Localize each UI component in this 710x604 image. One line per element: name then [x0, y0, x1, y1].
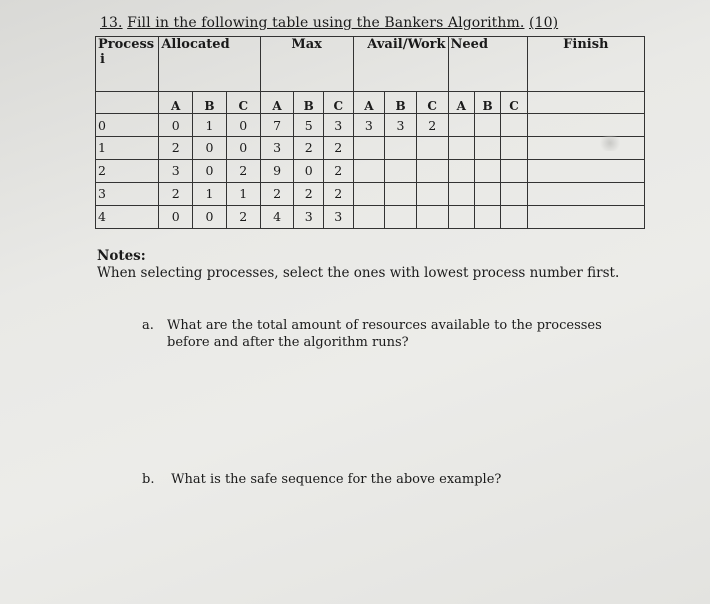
need-b[interactable] [474, 205, 500, 228]
max-b: 0 [294, 159, 324, 182]
allocated-c: 0 [226, 137, 260, 160]
question-b [142, 472, 501, 487]
need-c[interactable] [501, 137, 527, 160]
need-b[interactable] [474, 159, 500, 182]
subheader-cell: A [260, 92, 294, 114]
resource-subheader-row [96, 92, 645, 114]
avail-c[interactable] [416, 137, 448, 160]
need-b[interactable] [474, 114, 500, 137]
avail-a[interactable] [353, 205, 385, 228]
avail-b: 3 [385, 114, 417, 137]
avail-a[interactable] [353, 182, 385, 205]
table-header-row [96, 37, 645, 92]
avail-b[interactable] [385, 205, 417, 228]
need-a[interactable] [448, 205, 474, 228]
avail-a[interactable] [353, 159, 385, 182]
need-c[interactable] [501, 159, 527, 182]
finish-cell[interactable] [527, 137, 644, 160]
avail-a: 3 [353, 114, 385, 137]
question-b-text: What is the safe sequence for the above example? [171, 472, 502, 487]
subheader-cell: B [193, 92, 227, 114]
subheader-cell: C [501, 92, 527, 114]
finish-cell[interactable] [527, 159, 644, 182]
subheader-cell: B [385, 92, 417, 114]
question-title [100, 15, 558, 31]
bankers-table [95, 36, 645, 229]
max-c: 3 [323, 205, 353, 228]
notes-text: When selecting processes, select the ones with lowest process number first. [97, 265, 620, 281]
allocated-c: 2 [226, 205, 260, 228]
notes-heading: Notes: [97, 248, 146, 264]
need-a[interactable] [448, 159, 474, 182]
avail-b[interactable] [385, 182, 417, 205]
allocated-a: 2 [159, 137, 193, 160]
max-a: 3 [260, 137, 294, 160]
allocated-a: 3 [159, 159, 193, 182]
header-process: Process i [96, 37, 159, 92]
paper-smudge [598, 135, 622, 151]
table-row-process-1 [96, 137, 645, 160]
max-c: 3 [323, 114, 353, 137]
need-b[interactable] [474, 182, 500, 205]
subheader-cell: A [448, 92, 474, 114]
allocated-a: 2 [159, 182, 193, 205]
process-id: 1 [96, 137, 159, 160]
subheader-blank [96, 92, 159, 114]
table-row-process-2 [96, 159, 645, 182]
table-row-process-0 [96, 114, 645, 137]
max-b: 3 [294, 205, 324, 228]
header-need: Need [448, 37, 527, 92]
max-a: 7 [260, 114, 294, 137]
header-finish: Finish [527, 37, 644, 92]
header-avail-work: Avail/Work [353, 37, 448, 92]
max-b: 5 [294, 114, 324, 137]
allocated-b: 0 [193, 205, 227, 228]
question-a-label: a. [142, 318, 154, 333]
subheader-cell: A [353, 92, 385, 114]
allocated-c: 0 [226, 114, 260, 137]
allocated-b: 1 [193, 182, 227, 205]
subheader-cell: C [323, 92, 353, 114]
allocated-b: 0 [193, 159, 227, 182]
need-a[interactable] [448, 114, 474, 137]
max-a: 9 [260, 159, 294, 182]
allocated-b: 0 [193, 137, 227, 160]
avail-c: 2 [416, 114, 448, 137]
subheader-cell: C [226, 92, 260, 114]
process-id: 3 [96, 182, 159, 205]
header-max: Max [260, 37, 353, 92]
question-b-label: b. [142, 472, 155, 487]
avail-b[interactable] [385, 137, 417, 160]
allocated-a: 0 [159, 205, 193, 228]
finish-cell[interactable] [527, 114, 644, 137]
need-a[interactable] [448, 182, 474, 205]
allocated-c: 2 [226, 159, 260, 182]
question-number: 13. [100, 15, 123, 31]
max-b: 2 [294, 182, 324, 205]
need-c[interactable] [501, 205, 527, 228]
question-text: Fill in the following table using the Bankers Algorithm. [127, 15, 525, 31]
process-id: 2 [96, 159, 159, 182]
subheader-cell: C [416, 92, 448, 114]
need-c[interactable] [501, 182, 527, 205]
allocated-b: 1 [193, 114, 227, 137]
subheader-cell: B [474, 92, 500, 114]
allocated-c: 1 [226, 182, 260, 205]
max-c: 2 [323, 137, 353, 160]
finish-cell[interactable] [527, 205, 644, 228]
max-a: 4 [260, 205, 294, 228]
avail-b[interactable] [385, 159, 417, 182]
avail-a[interactable] [353, 137, 385, 160]
need-c[interactable] [501, 114, 527, 137]
avail-c[interactable] [416, 182, 448, 205]
process-id: 4 [96, 205, 159, 228]
need-b[interactable] [474, 137, 500, 160]
max-a: 2 [260, 182, 294, 205]
max-c: 2 [323, 182, 353, 205]
avail-c[interactable] [416, 159, 448, 182]
max-b: 2 [294, 137, 324, 160]
table-row-process-4 [96, 205, 645, 228]
header-allocated: Allocated [159, 37, 260, 92]
finish-cell[interactable] [527, 182, 644, 205]
question-points: (10) [529, 15, 559, 31]
need-a[interactable] [448, 137, 474, 160]
table-row-process-3 [96, 182, 645, 205]
question-a-text: What are the total amount of resources available to the processes before and after the algorithm runs? [167, 318, 602, 350]
allocated-a: 0 [159, 114, 193, 137]
subheader-finish-blank [527, 92, 644, 114]
subheader-cell: B [294, 92, 324, 114]
subheader-cell: A [159, 92, 193, 114]
max-c: 2 [323, 159, 353, 182]
process-id: 0 [96, 114, 159, 137]
avail-c[interactable] [416, 205, 448, 228]
